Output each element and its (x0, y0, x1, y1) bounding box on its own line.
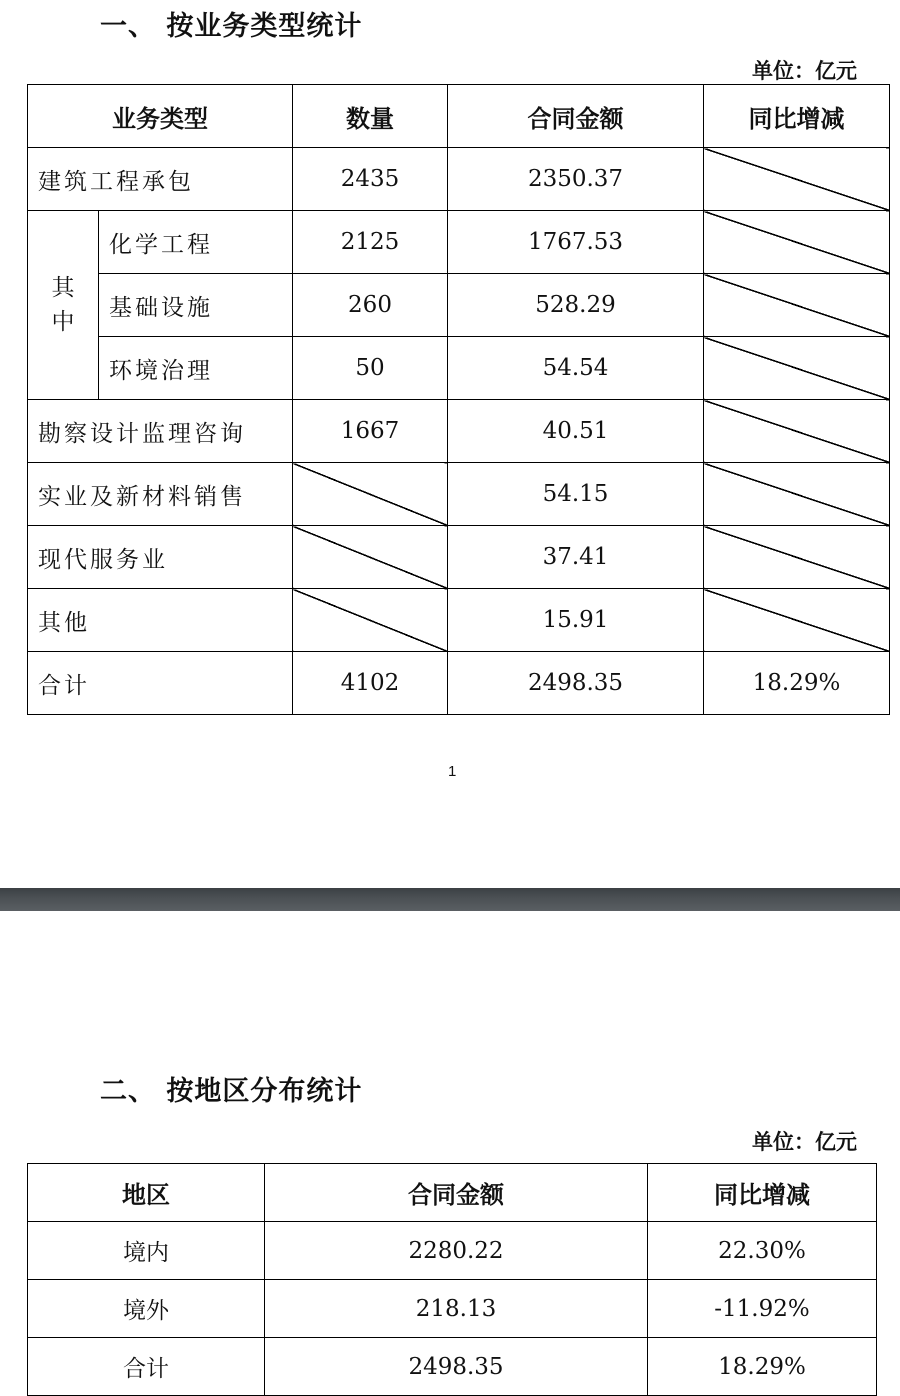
row-amount: 54.54 (448, 337, 704, 400)
total-amount: 2498.35 (448, 652, 704, 715)
row-yoy-empty (704, 400, 890, 463)
row-yoy-empty (704, 274, 890, 337)
section1-heading: 一、 按业务类型统计 (100, 11, 363, 42)
header-region: 地区 (28, 1164, 265, 1222)
total-yoy: 18.29% (648, 1338, 877, 1396)
row-type: 化学工程 (99, 211, 293, 274)
table-row (28, 463, 890, 526)
row-type: 其他 (28, 589, 293, 652)
row-yoy-empty (704, 337, 890, 400)
row-amount: 528.29 (448, 274, 704, 337)
row-amount: 2350.37 (448, 148, 704, 211)
row-type: 现代服务业 (28, 526, 293, 589)
header-amount: 合同金额 (265, 1164, 648, 1222)
row-type: 勘察设计监理咨询 (28, 400, 293, 463)
table-row (28, 526, 890, 589)
total-label: 合计 (28, 652, 293, 715)
row-count: 2435 (293, 148, 448, 211)
header-count: 数量 (293, 85, 448, 148)
row-amount: 37.41 (448, 526, 704, 589)
row-count-empty (293, 589, 448, 652)
row-yoy: -11.92% (648, 1280, 877, 1338)
region-table (27, 1163, 877, 1396)
row-type: 建筑工程承包 (28, 148, 293, 211)
row-count: 1667 (293, 400, 448, 463)
row-type: 环境治理 (99, 337, 293, 400)
row-count: 50 (293, 337, 448, 400)
table-row (28, 274, 890, 337)
table-row (28, 1280, 877, 1338)
table-row (28, 337, 890, 400)
row-amount: 218.13 (265, 1280, 648, 1338)
business-type-table (27, 84, 890, 715)
page-number: 1 (448, 763, 457, 780)
row-region: 境内 (28, 1222, 265, 1280)
header-yoy: 同比增减 (704, 85, 890, 148)
row-yoy: 22.30% (648, 1222, 877, 1280)
table-row (28, 211, 890, 274)
row-count: 260 (293, 274, 448, 337)
table-header-row (28, 85, 890, 148)
row-yoy-empty (704, 526, 890, 589)
table-row (28, 1222, 877, 1280)
row-yoy-empty (704, 589, 890, 652)
total-count: 4102 (293, 652, 448, 715)
row-amount: 2280.22 (265, 1222, 648, 1280)
row-type: 基础设施 (99, 274, 293, 337)
row-region: 境外 (28, 1280, 265, 1338)
row-yoy-empty (704, 148, 890, 211)
row-count: 2125 (293, 211, 448, 274)
group-label-qizhong: 其 中 (28, 211, 99, 400)
table-header-row (28, 1164, 877, 1222)
page-separator (0, 888, 900, 911)
table-row (28, 400, 890, 463)
header-amount: 合同金额 (448, 85, 704, 148)
table-row (28, 148, 890, 211)
row-amount: 15.91 (448, 589, 704, 652)
row-count-empty (293, 526, 448, 589)
total-label: 合计 (28, 1338, 265, 1396)
section2-heading: 二、 按地区分布统计 (100, 1076, 363, 1107)
section1-unit-label: 单位：亿元 (752, 59, 857, 83)
header-business-type: 业务类型 (28, 85, 293, 148)
row-yoy-empty (704, 211, 890, 274)
section2-unit-label: 单位：亿元 (752, 1130, 857, 1154)
total-amount: 2498.35 (265, 1338, 648, 1396)
table-row (28, 589, 890, 652)
row-amount: 40.51 (448, 400, 704, 463)
table-total-row (28, 652, 890, 715)
row-yoy-empty (704, 463, 890, 526)
row-amount: 54.15 (448, 463, 704, 526)
row-type: 实业及新材料销售 (28, 463, 293, 526)
table-total-row (28, 1338, 877, 1396)
total-yoy: 18.29% (704, 652, 890, 715)
row-count-empty (293, 463, 448, 526)
header-yoy: 同比增减 (648, 1164, 877, 1222)
row-amount: 1767.53 (448, 211, 704, 274)
